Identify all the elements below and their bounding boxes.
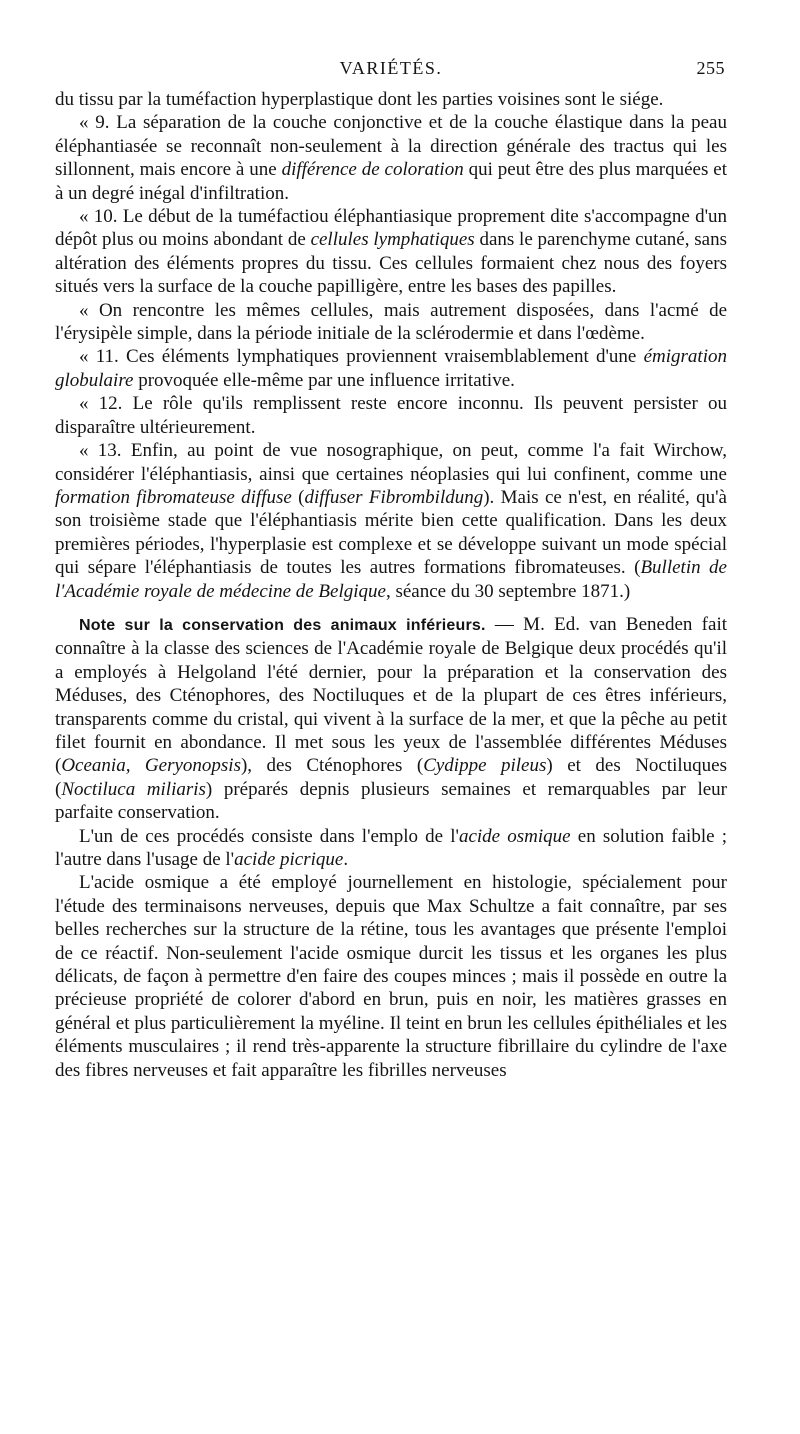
text-segment: ). Mais ce n'est, en réalité, qu'à son troisième stade que l'éléphantiasis mérite bien cette qualification. Dans les deux premières périodes, l'hyperplasie est complexe et se développe suivant un mode spécial qui sépare l'éléphantiasis de toutes les autres formations fibromateuses. ( (55, 486, 727, 579)
text-segment: ) et des Noctiluques ( (55, 755, 728, 800)
paragraph-point-12 (55, 392, 727, 439)
italic-term: Cydippe pileus (423, 755, 547, 777)
text-segment: L'acide osmique a été employé journellement en histologie, spécialement pour l'étude des terminaisons nerveuses, depuis que Max Schultze a fait connaître, par ses belles recherches sur la structure de la rétine, tous les avantages que présente l'emploi de ce réactif. Non-seulement l'acide osmique durcit les tissus et les organes les plus délicats, de façon à permettre d'en faire des coupes minces ; mais il possède en outre la précieuse propriété de colorer d'abord en brun, puis en noir, les matières grasses en général et plus particulièrement la myéline. Il teint en brun les cellules épithéliales et les éléments musculaires ; il rend très-apparente la structure fibrillaire du cylindre de l'axe des fibres nerveuses et fait apparaître les fibrilles nerveuses (55, 872, 727, 1081)
italic-term: formation fibromateuse diffuse (55, 486, 292, 508)
text-segment: « 10. Le début de la tuméfactiou éléphantiasique proprement dite s'accompagne d'un dépôt plus ou moins abondant de (55, 206, 727, 251)
italic-term: différence de coloration (281, 159, 464, 181)
text-segment: ), des Cténophores ( (240, 755, 424, 777)
paragraph-point-9 (55, 111, 727, 205)
paragraph-same-cells (55, 299, 727, 346)
section-title: Note sur la conservation des animaux inférieurs. (79, 616, 486, 634)
italic-term: Oceania, Geryonopsis (61, 755, 241, 777)
text-segment: ) préparés depnis plusieurs semaines et remarquables par leur parfaite conservation. (55, 778, 727, 824)
text-segment: « 9. La séparation de la couche conjonctive et de la couche élastique dans la peau éléphantiasée se reconnaît non-seulement à la direction générale des tractus qui les sillonnent, mais encore à une (55, 112, 727, 181)
text-segment: « 13. Enfin, au point de vue nosographique, on peut, comme l'a fait Wirchow, considérer l'éléphantiasis, ainsi que certaines néoplasies qui lui confinent, comme une (55, 440, 727, 485)
paragraph-point-13 (55, 439, 727, 603)
paragraph-osmic-acid (55, 871, 727, 1082)
paragraph-point-11 (55, 345, 727, 392)
text-segment: — M. Ed. van Beneden fait connaître à la classe des sciences de l'Académie royale de Belgique deux procédés qu'il a employés à Helgoland l'été dernier, pour la préparation et la conservation des Méduses, des Cténophores, des Noctiluques et de la plupart de ces êtres inférieurs, transparents comme du cristal, qui vivent à la surface de la mer, et que la pêche au petit filet fournit en abondance. Il met sous les yeux de l'assemblée différentes Méduses ( (55, 613, 727, 777)
text-segment: provoquée elle-même par une influence irritative. (133, 369, 515, 391)
book-page (55, 54, 727, 1082)
paragraph-point-10 (55, 205, 727, 299)
page-number: 255 (696, 58, 725, 78)
text-segment: ( (291, 486, 305, 508)
paragraph-note-conservation (55, 613, 727, 825)
running-header (55, 54, 727, 88)
paragraph-continuation (55, 88, 727, 111)
running-title: VARIÉTÉS. (339, 58, 443, 78)
text-segment: dans le parenchyme cutané, sans altération des éléments propres du tissu. Ces cellules formaient chez nous des foyers situés vers la surface de la couche papilligère, entre les bases des papilles. (55, 229, 727, 298)
italic-term: diffuser Fibrombildung (304, 486, 484, 508)
page-body (55, 88, 727, 1082)
text-segment: L'un de ces procédés consiste dans l'emplo de l' (79, 825, 459, 847)
italic-citation: Bulletin de l'Académie royale de médecine de Belgique (55, 557, 727, 602)
text-segment: qui peut être des plus marquées et à un degré inégal d'infiltration. (55, 159, 727, 204)
text-segment: du tissu par la tuméfaction hyperplastique dont les parties voisines sont le siége. (55, 89, 664, 110)
italic-term: acide picrique (234, 849, 344, 870)
text-segment: , séance du 30 septembre 1871.) (385, 580, 631, 602)
text-segment: . (343, 849, 349, 870)
italic-term: émigration globulaire (55, 346, 727, 391)
text-segment: « 12. Le rôle qu'ils remplissent reste encore inconnu. Ils peuvent persister ou disparaître ultérieurement. (55, 393, 727, 438)
text-segment: « 11. Ces éléments lymphatiques proviennent vraisemblablement d'une (79, 346, 644, 368)
italic-term: cellules lymphatiques (310, 229, 475, 251)
paragraph-procedures (55, 825, 727, 872)
italic-term: acide osmique (458, 825, 571, 847)
italic-term: Noctiluca miliaris (61, 778, 206, 800)
text-segment: en solution faible ; l'autre dans l'usage de l' (55, 825, 727, 870)
text-segment: « On rencontre les mêmes cellules, mais autrement disposées, dans l'acmé de l'érysipèle simple, dans la période initiale de la sclérodermie et dans l'œdème. (55, 299, 727, 345)
